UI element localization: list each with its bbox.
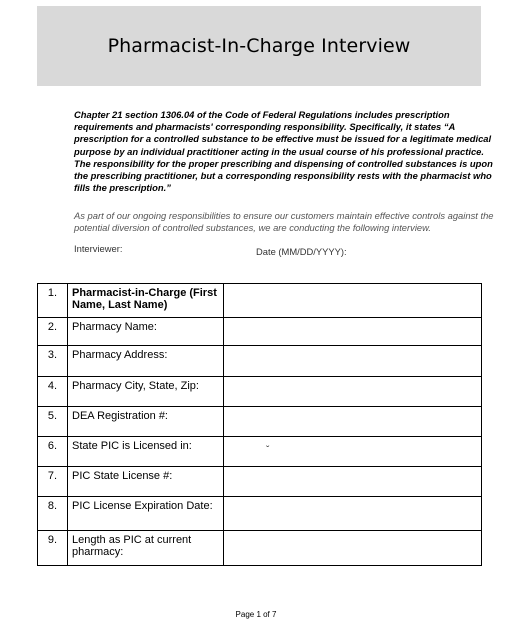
interviewer-label: Interviewer: — [74, 243, 123, 254]
intro-paragraph: As part of our ongoing responsibilities to ensure our customers maintain effective controls against the potential diversion of controlled substances, we are conducting the following interview. — [74, 210, 494, 234]
table-row — [38, 437, 482, 467]
dropdown-caret-icon[interactable]: ˇ — [266, 445, 270, 456]
page-title: Pharmacist-In-Charge Interview — [107, 35, 411, 57]
field-label-length-as-pic: Length as PIC at current pharmacy: — [68, 531, 224, 566]
city-state-zip-field[interactable] — [224, 377, 482, 407]
state-licensed-dropdown[interactable] — [224, 437, 482, 467]
table-row — [38, 284, 482, 318]
table-row — [38, 346, 482, 377]
table-row — [38, 497, 482, 531]
title-banner — [37, 6, 481, 86]
table-row — [38, 377, 482, 407]
row-number: 2. — [38, 318, 68, 346]
pharmacy-address-field[interactable] — [224, 346, 482, 377]
field-label-license-expiration: PIC License Expiration Date: — [68, 497, 224, 531]
row-number: 4. — [38, 377, 68, 407]
row-number: 8. — [38, 497, 68, 531]
row-number: 7. — [38, 467, 68, 497]
pharmacy-name-field[interactable] — [224, 318, 482, 346]
table-row — [38, 318, 482, 346]
table-row — [38, 407, 482, 437]
field-label-city-state-zip: Pharmacy City, State, Zip: — [68, 377, 224, 407]
pic-name-field[interactable] — [224, 284, 482, 318]
field-label-state-licensed: State PIC is Licensed in: — [68, 437, 224, 467]
table-row — [38, 467, 482, 497]
row-number: 1. — [38, 284, 68, 318]
field-label-pic-name: Pharmacist-in-Charge (First Name, Last Name) — [68, 284, 224, 318]
row-number: 6. — [38, 437, 68, 467]
dea-registration-field[interactable] — [224, 407, 482, 437]
date-label: Date (MM/DD/YYYY): — [256, 246, 347, 257]
table-row — [38, 531, 482, 566]
state-license-number-field[interactable] — [224, 467, 482, 497]
field-label-dea-registration: DEA Registration #: — [68, 407, 224, 437]
license-expiration-field[interactable] — [224, 497, 482, 531]
row-number: 9. — [38, 531, 68, 566]
interview-table — [37, 283, 482, 566]
row-number: 5. — [38, 407, 68, 437]
page-number: Page 1 of 7 — [235, 610, 277, 619]
field-label-state-license-number: PIC State License #: — [68, 467, 224, 497]
row-number: 3. — [38, 346, 68, 377]
cfr-citation-paragraph: Chapter 21 section 1306.04 of the Code of Federal Regulations includes prescription requirements and pharmacists' corresponding responsibility. Specifically, it states “A prescription for a controlled substance to be effective must be issued for a legitimate medical purpose by an individual practitioner acting in the usual course of his professional practice. The responsibility for the proper prescribing and dispensing of controlled substances is upon the prescribing practitioner, but a corresponding responsibility rests with the pharmacist who fills the prescription.” — [74, 109, 493, 194]
field-label-pharmacy-name: Pharmacy Name: — [68, 318, 224, 346]
field-label-pharmacy-address: Pharmacy Address: — [68, 346, 224, 377]
length-as-pic-field[interactable] — [224, 531, 482, 566]
